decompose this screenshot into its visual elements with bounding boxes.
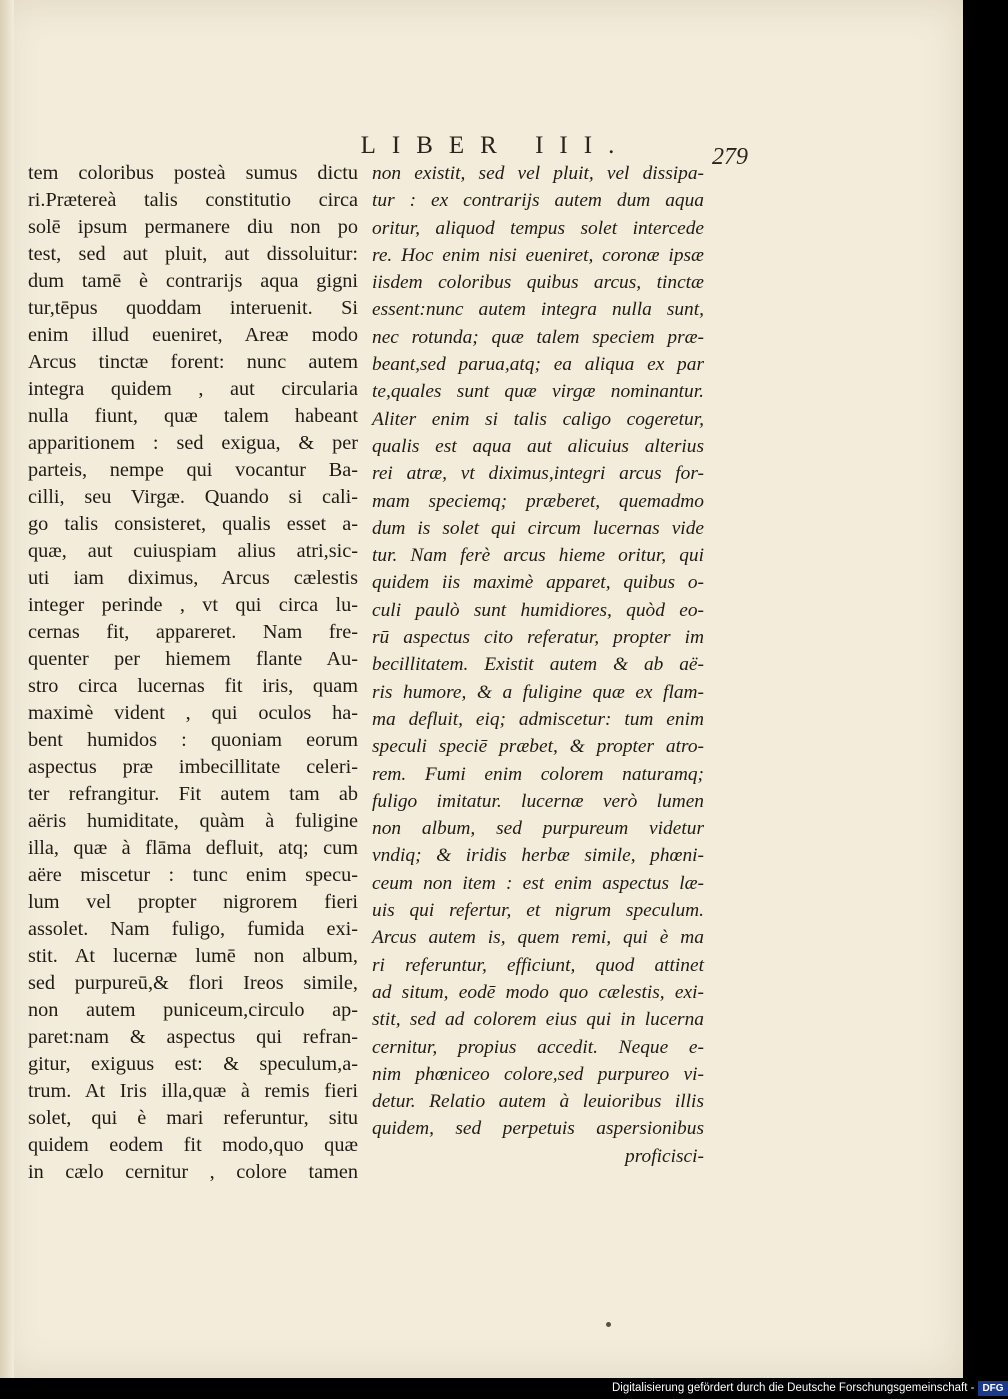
text-line: culi paulò sunt humidiores, quòd eo- [372, 599, 704, 621]
text-line: stit, sed ad colorem eius qui in lucerna [372, 1009, 704, 1031]
digitization-credit [612, 1378, 1004, 1399]
text-line: apparitionem : sed exigua, & per [28, 432, 358, 454]
text-line: non autem puniceum,circulo ap- [28, 999, 358, 1021]
text-line: nec rotunda; quæ talem speciem præ- [372, 326, 704, 348]
text-line: dum tamē è contrarijs aqua gigni [28, 270, 358, 292]
text-line: becillitatem. Existit autem & ab aë- [372, 654, 704, 676]
ink-dot [606, 1322, 611, 1327]
text-line: aspectus præ imbecillitate celeri- [28, 756, 358, 778]
text-line: ris humore, & a fuligine quæ ex flam- [372, 681, 704, 703]
text-line: Arcus tinctæ forent: nunc autem [28, 351, 358, 373]
text-line: tem coloribus posteà sumus dictu [28, 162, 358, 184]
text-line: tur : ex contrarijs autem dum aqua [372, 190, 704, 212]
text-line: tur,tēpus quoddam interuenit. Si [28, 297, 358, 319]
text-line: fuligo imitatur. lucernæ verò lumen [372, 790, 704, 812]
text-line: non album, sed purpureum videtur [372, 818, 704, 840]
text-line: re. Hoc enim nisi eueniret, coronæ ipsæ [372, 244, 704, 266]
text-line: beant,sed parua,atq; ea aliqua ex par [372, 354, 704, 376]
text-line: qualis est aqua aut alicuius alterius [372, 435, 704, 457]
text-line: nulla fiunt, quæ talem habeant [28, 405, 358, 427]
text-line: illa, quæ à flāma defluit, atq; cum [28, 837, 358, 859]
text-line: lum vel propter nigrorem fieri [28, 891, 358, 913]
text-line: ceum non item : est enim aspectus læ- [372, 872, 704, 894]
text-line: quidem iis maximè apparet, quibus o- [372, 572, 704, 594]
text-line: essent:nunc autem integra nulla sunt, [372, 299, 704, 321]
text-line: iisdem coloribus quibus arcus, tinctæ [372, 272, 704, 294]
text-line: ma defluit, eiq; admiscetur: tum enim [372, 708, 704, 730]
text-line: trum. At Iris illa,quæ à remis fieri [28, 1080, 358, 1102]
text-line: rem. Fumi enim colorem naturamq; [372, 763, 704, 785]
text-line: sed purpureū,& flori Ireos simile, [28, 972, 358, 994]
text-line: cernitur, propius accedit. Neque e- [372, 1036, 704, 1058]
text-line: solē ipsum permanere diu non po [28, 216, 358, 238]
text-line: non existit, sed vel pluit, vel dissipa- [372, 163, 704, 184]
text-line: dum is solet qui circum lucernas vide [372, 517, 704, 539]
text-line: maximè vident , qui oculos ha- [28, 702, 358, 724]
credit-text: Digitalisierung gefördert durch die Deutsche Forschungsgemeinschaft - [612, 1382, 975, 1394]
text-line: integra quidem , aut circularia [28, 378, 358, 400]
text-line: rei atræ, vt diximus,integri arcus for- [372, 463, 704, 485]
text-line: uis qui refertur, et nigrum speculum. [372, 900, 704, 922]
text-line: gitur, exiguus est: & speculum,a- [28, 1053, 358, 1075]
text-line: stit. At lucernæ lumē non album, [28, 945, 358, 967]
text-line: vndiq; & iridis herbæ simile, phœni- [372, 845, 704, 867]
page-number: 279 [712, 144, 748, 170]
left-text-column [28, 160, 358, 1186]
text-line: aëre miscetur : tunc enim specu- [28, 864, 358, 886]
text-line: bent humidos : quoniam eorum [28, 729, 358, 751]
text-line: ter refrangitur. Fit autem tam ab [28, 783, 358, 805]
text-line: cilli, seu Virgæ. Quando si cali- [28, 486, 358, 508]
text-line: quæ, aut cuiuspiam alius atri,sic- [28, 540, 358, 562]
text-line: solet, qui è mari referuntur, situ [28, 1107, 358, 1129]
text-line: enim illud eueniret, Areæ modo [28, 324, 358, 346]
text-line: rū aspectus cito referatur, propter im [372, 627, 704, 649]
text-line: uti iam diximus, Arcus cælestis [28, 567, 358, 589]
dfg-logo: DFG [978, 1381, 1007, 1396]
text-line: paret:nam & aspectus qui refran- [28, 1026, 358, 1048]
text-line: integer perinde , vt qui circa lu- [28, 594, 358, 616]
text-line: quidem eodem fit modo,quo quæ [28, 1134, 358, 1156]
text-line: tur. Nam ferè arcus hieme oritur, qui [372, 545, 704, 567]
text-line: ri.Prætereà talis constitutio circa [28, 189, 358, 211]
text-line: ad situm, eodē modo quo cælestis, exi- [372, 981, 704, 1003]
text-line: mam speciemq; præberet, quemadmo [372, 490, 704, 512]
text-line: test, sed aut pluit, aut dissoluitur: [28, 243, 358, 265]
text-line: stro circa lucernas fit iris, quam [28, 675, 358, 697]
text-line: cernas fit, appareret. Nam fre- [28, 621, 358, 643]
text-line: quidem, sed perpetuis aspersionibus [372, 1118, 704, 1140]
text-line: Arcus autem is, quem remi, qui è ma [372, 927, 704, 949]
text-line: ri referuntur, efficiunt, quod attinet [372, 954, 704, 976]
running-title: LIBER III. [360, 132, 631, 159]
text-line: quenter per hiemem flante Au- [28, 648, 358, 670]
text-line: speculi speciē præbet, & propter atro- [372, 736, 704, 758]
text-line: go talis consisteret, qualis esset a- [28, 513, 358, 535]
right-text-column [372, 160, 704, 1170]
text-line: Aliter enim si talis caligo cogeretur, [372, 408, 704, 430]
text-line: aëris humiditate, quàm à fuligine [28, 810, 358, 832]
text-line: proficisci- [625, 1145, 704, 1167]
text-line: parteis, nempe qui vocantur Ba- [28, 459, 358, 481]
text-line: in cælo cernitur , colore tamen [28, 1161, 358, 1183]
text-line: nim phœniceo colore,sed purpureo vi- [372, 1063, 704, 1085]
text-line: detur. Relatio autem à leuioribus illis [372, 1091, 704, 1113]
text-line: te,quales sunt quæ virgæ nominantur. [372, 381, 704, 403]
text-line: oritur, aliquod tempus solet intercede [372, 217, 704, 239]
text-line: assolet. Nam fuligo, fumida exi- [28, 918, 358, 940]
